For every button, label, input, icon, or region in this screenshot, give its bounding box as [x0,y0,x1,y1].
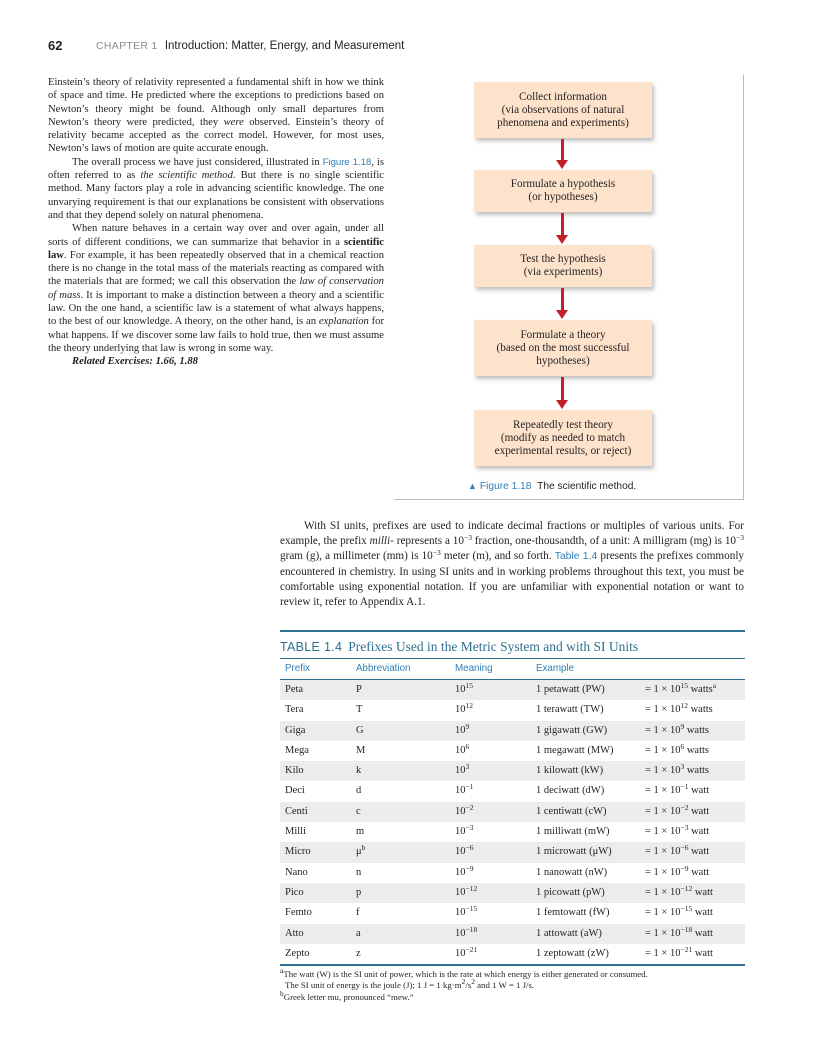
exponent: −3 [680,823,689,833]
example-cell: 1 zeptowatt (zW) [536,947,609,959]
exponent: −2 [680,802,689,812]
paragraph-3 [48,222,384,355]
table-header [280,658,745,680]
prefix-cell: Nano [285,866,308,878]
meaning-cell: $10^{-9}$ [455,863,474,878]
exponent: −18 [465,924,478,934]
equivalence-cell: = $1 \times 10^{-18}$ watt [645,924,713,939]
example-cell: 1 nanowatt (nW) [536,866,608,878]
meaning-cell: $10^{12}$ [455,701,473,716]
exponent: 2 [461,977,466,987]
unit: watts [686,724,710,736]
figure-reference-link[interactable]: Figure 1.18 [322,156,372,168]
emphasis: milli- [369,535,394,548]
table-row [280,924,745,944]
text-run: . For example, it has been repeatedly observed that in a chemical reaction there is no change in the total mass of the materials reacting as compared with the materials that are formed; we call this observation the [48,249,384,288]
exponent: 12 [680,701,688,711]
prefix-cell: Zepto [285,947,310,959]
exponent: −1 [465,782,474,792]
equivalence-cell: = $1 \times 10^{-12}$ watt [645,883,713,898]
equivalence-cell: = $1 \times 10^{-6}$ watt [645,843,710,858]
footnote-text: The watt (W) is the SI unit of power, which is the rate at which energy is either generated or consumed. [283,969,648,980]
unit: watts [690,684,713,695]
caption-text: The scientific method. [537,481,637,492]
flow-box-title: Formulate a hypothesis [510,178,616,190]
equivalence-cell: = $1 \times 10^6$ watts [645,741,710,756]
exponent: 3 [465,762,470,772]
table-row [280,781,745,801]
flow-arrow [561,377,564,401]
unit: watts [686,765,710,777]
text-run: Einstein’s theory of relativity represented a fundamental shift in how we think of space and time. He predicted where the exceptions to predictions based on Newton’s theory might be found. Although only small departures from Newton’s theory were predicted, they [48,77,384,128]
column-header: Prefix [285,663,311,674]
exponent: −3 [463,533,472,543]
flow-box-detail: (via observations of natural phenomena and experiments) [497,103,629,129]
abbreviation: p [356,886,362,898]
unit: watt [691,785,710,797]
equivalence-cell: = $1 \times 10^{15}$ watts$^a$ [645,681,717,695]
exponent: 6 [465,741,470,751]
exponent: 2 [471,977,475,987]
text-run: meter (m), and so forth. [440,550,555,563]
example-cell: 1 centiwatt (cW) [536,805,607,817]
example-cell: 1 terawatt (TW) [536,704,604,716]
prefix-cell: Atto [285,927,304,939]
abbreviation-cell [356,928,361,939]
text-run: presents the prefixes commonly encountered in chemistry. In using SI units and in working problems throughout this text, you must be comfortable using exponential notation. If you are unfamiliar with exponential notation or want to review it, refer to Appendix A.1. [280,550,745,609]
table-bottom-rule [280,964,745,966]
abbreviation: T [356,704,363,716]
meaning-cell: $10^{-18}$ [455,924,478,939]
prefix-cell: Tera [285,704,304,716]
unit: watts [686,744,710,756]
prefix-cell: Deci [285,785,305,797]
table-row [280,802,745,822]
footnote-mark: b [361,843,366,853]
equivalence-cell: = $1 \times 10^{12}$ watts [645,701,713,716]
body-paragraph [280,519,744,610]
meaning-cell: $10^{-3}$ [455,823,474,838]
exponent: 15 [680,681,688,690]
exponent: −15 [680,904,693,914]
paragraph-1 [48,76,384,156]
exponent: −1 [680,782,689,792]
prefix-cell: Kilo [285,765,304,777]
example-cell: 1 petawatt (PW) [536,684,605,695]
figure-label: Figure 1.18 [479,481,532,492]
table-title-text: Prefixes Used in the Metric System and with SI Units [348,639,639,654]
exponent: −3 [736,533,744,543]
column-header: Meaning [455,663,493,674]
prefix-table [280,630,745,1003]
triangle-icon: ▲ [468,481,477,491]
flow-arrow [561,139,564,161]
abbreviation-cell [356,867,361,878]
abbreviation-cell [356,785,361,796]
equivalence-cell: = $1 \times 10^{-2}$ watt [645,802,710,817]
table-row [280,863,745,883]
emphasis: were [223,116,244,128]
text-run: . It is important to make a distinction between a theory and a scientific law. On the one hand, a scientific law is a statement of what always happens, to the best of our knowledge. A theory, on the other hand, is an [48,289,384,328]
table-row [280,842,745,862]
prefix-cell: Femto [285,907,312,919]
table-reference-link[interactable]: Table 1.4 [554,551,598,563]
key-term: scientific law [48,236,384,261]
prefix-cell: Mega [285,744,309,756]
exponent: −12 [680,883,693,893]
exponent: −6 [680,843,689,853]
abbreviation: P [356,684,362,695]
exponent: −3 [432,548,441,558]
prefix-cell: Giga [285,724,306,736]
text-run: When nature behaves in a certain way over and over again, under all sorts of different conditions, we can summarize that behavior in a [48,223,384,248]
footnote-mark: b [280,988,284,998]
meaning-cell: $10^{15}$ [455,681,473,695]
unit: watt [691,805,710,817]
abbreviation: m [356,826,365,838]
text-run: observed. Einstein’s theory of relativity became accepted as the correct model. However, for most uses, Newton’s laws of motion are quite accurate enough. [48,116,384,155]
exponent: 6 [680,741,685,751]
footnote-text: /s [465,980,472,991]
abbreviation: d [356,785,362,797]
example-cell: 1 attowatt (aW) [536,927,602,939]
footnote-b [280,988,745,1003]
table-row [280,761,745,781]
abbreviation: f [356,907,360,919]
prefix-cell: Pico [285,886,304,898]
footnote-a [280,966,745,980]
text-run: gram (g), a millimeter (mm) is 10 [280,550,433,563]
footnote-text: Greek letter mu, pronounced “mew.” [283,991,414,1002]
abbreviation: c [356,805,361,817]
abbreviation: μ [356,846,362,858]
text-run: With SI units, prefixes are used to indicate decimal fractions or multiples of various units. For example, the prefix [280,520,744,548]
abbreviation-cell [356,826,364,837]
meaning-cell: $10^3$ [455,762,470,777]
prefix-cell: Micro [285,846,311,858]
unit: watt [694,907,713,919]
abbreviation-cell [356,907,360,918]
example-cell: 1 megawatt (MW) [536,744,614,756]
table-number: TABLE 1.4 [280,640,343,654]
meaning-cell: $10^9$ [455,721,470,736]
exponent: −9 [680,863,689,873]
meaning-cell: $10^{-21}$ [455,944,478,959]
abbreviation: M [356,744,366,756]
exponent: −21 [465,944,478,954]
chapter-title: Introduction: Matter, Energy, and Measurement [164,40,405,52]
table-title [280,630,745,658]
footnote-text: and 1 W = 1 J/s. [474,980,535,991]
abbreviation-cell [356,745,365,756]
figure-caption [468,481,636,492]
flow-box-detail: (based on the most successful hypotheses) [496,341,630,367]
related-label: Related Exercises: [72,356,153,368]
flow-arrow [561,213,564,236]
flow-box-test [474,245,652,287]
unit: watt [694,927,713,939]
abbreviation-cell [356,806,361,817]
abbreviation: z [356,947,361,959]
chapter-label: CHAPTER 1 [96,40,158,52]
abbreviation-cell [356,843,366,858]
exponent: 12 [465,701,473,711]
equivalence-cell: = $1 \times 10^{-15}$ watt [645,904,713,919]
example-cell: 1 picowatt (pW) [536,886,605,898]
flow-box-title: Formulate a theory [520,328,606,341]
footnote-a-continued [280,977,745,991]
flow-box-detail: (via experiments) [523,266,603,278]
table-row [280,903,745,923]
meaning-cell: $10^{-12}$ [455,883,478,898]
example-cell: 1 gigawatt (GW) [536,724,608,736]
emphasis: law of conservation of mass [48,276,384,301]
flow-box-hypothesis [474,170,652,212]
table-row [280,822,745,842]
footnote-mark: a [280,966,284,976]
abbreviation: a [356,927,361,939]
exponent: −3 [465,823,474,833]
exponent: 9 [465,721,470,731]
running-head [96,40,404,52]
example-cell: 1 femtowatt (fW) [536,907,610,919]
abbreviation-cell [356,725,364,736]
meaning-cell: $10^{-1}$ [455,782,474,797]
column-header: Abbreviation [356,663,411,674]
equivalence-cell: = $1 \times 10^{-1}$ watt [645,782,710,797]
prefix-cell: Milli [285,826,307,838]
table-row [280,883,745,903]
exponent: 3 [680,762,685,772]
table-body [280,680,745,964]
unit: watt [694,947,713,959]
exponent: −18 [680,924,693,934]
page-number: 62 [48,38,63,53]
equivalence-cell: = $1 \times 10^{-3}$ watt [645,823,710,838]
abbreviation: n [356,866,362,878]
prefix-cell: Peta [285,684,304,695]
text-run: The overall process we have just considered, illustrated in [72,156,323,168]
flow-box-title: Test the hypothesis [520,253,606,265]
footnote-text: The SI unit of energy is the joule (J); 1 J = 1 kg·m [285,980,462,991]
flow-arrow [561,288,564,311]
flow-box-detail: (modify as needed to match experimental results, or reject) [494,431,632,457]
example-cell: 1 milliwatt (mW) [536,826,610,838]
footnote-mark: a [712,681,717,690]
paragraph-2 [48,156,384,222]
abbreviation-cell [356,765,361,776]
equivalence-cell: = $1 \times 10^9$ watts [645,721,710,736]
abbreviation-cell [356,948,361,959]
unit: watt [691,846,710,858]
meaning-cell: $10^6$ [455,741,470,756]
text-run: . But there is no single scientific method. Many factors play a role in advancing scientific knowledge. The one unvarying requirement is that our explanations be consistent with observations and that they depend solely on natural phenomena. [48,170,384,221]
abbreviation: k [356,765,362,777]
table-row [280,700,745,720]
column-header: Example [536,663,575,674]
unit: watt [691,866,710,878]
equivalence-cell: = $1 \times 10^{-9}$ watt [645,863,710,878]
flow-box-collect [474,82,652,138]
meaning-cell: $10^{-6}$ [455,843,474,858]
emphasis: explanation [318,316,369,328]
exponent: 15 [465,681,473,690]
equivalence-cell: = $1 \times 10^3$ watts [645,762,710,777]
abbreviation: G [356,724,364,736]
exponent: −9 [465,863,474,873]
text-run: for what happens. If we discover some law fails to hold true, then we must assume the theory underlying that law is wrong in some way. [48,316,384,354]
example-cell: 1 deciwatt (dW) [536,785,605,797]
text-run: represents a 10 [393,535,464,548]
meaning-cell: $10^{-2}$ [455,802,474,817]
related-exercises [48,355,384,368]
table-footnotes [280,966,745,1003]
equivalence-cell: = $1 \times 10^{-21}$ watt [645,944,713,959]
unit: watts [690,704,713,716]
flow-box-detail: (or hypotheses) [528,191,598,203]
table-row [280,721,745,741]
flow-box-title: Repeatedly test theory [512,418,614,431]
text-run: fraction, one-thousandth, of a unit: A milligram (mg) is 10 [471,535,737,548]
table-row [280,741,745,761]
abbreviation-cell [356,704,362,715]
text-run: , is often referred to as [48,156,384,182]
exponent: −15 [465,904,478,914]
emphasis: the scientific method [140,170,233,182]
table-row [280,944,745,964]
exponent: −21 [680,944,693,954]
exponent: −12 [465,883,478,893]
flow-box-retest [474,410,652,466]
meaning-cell: $10^{-15}$ [455,904,478,919]
exponent: 9 [680,721,685,731]
flow-box-title: Collect information [519,90,607,103]
exponent: −2 [465,802,474,812]
exponent: −6 [465,843,474,853]
table-row [280,680,745,700]
unit: watt [694,886,713,898]
related-values: 1.66, 1.88 [155,356,198,368]
abbreviation-cell [356,684,362,695]
unit: watt [691,826,710,838]
abbreviation-cell [356,887,361,898]
prefix-cell: Centi [285,805,308,817]
example-cell: 1 kilowatt (kW) [536,765,604,777]
left-column [48,76,384,369]
flow-box-theory [474,320,652,376]
example-cell: 1 microwatt (μW) [536,846,612,858]
